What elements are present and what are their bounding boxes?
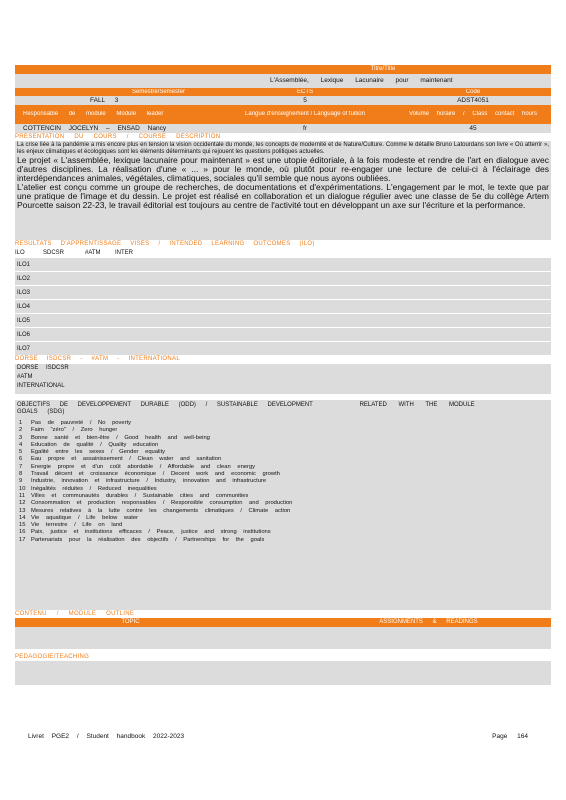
semester-value: FALL 3 xyxy=(90,96,119,104)
sdg-label: Paix, justice et institutions efficaces / Peace, justice and strong institutions xyxy=(31,529,271,536)
sdg-item xyxy=(17,537,549,544)
sdg-label: Égalité entre les sexes / Gender equality xyxy=(31,449,166,456)
sdg-label: Inégalités réduites / Reduced inequalities xyxy=(31,485,157,492)
ilo-col-inter: INTER xyxy=(115,249,133,256)
ilo-col-ilo: ILO xyxy=(15,249,25,256)
sdg-label: Vie terrestre / Life on land xyxy=(31,522,123,529)
leader-value: COTTENCIN JOCELYN – ENSAD Nancy xyxy=(23,124,167,132)
dorse-heading: DORSE ISDCSR - #ATM - INTERNATIONAL xyxy=(15,356,180,362)
sdg-item xyxy=(17,522,549,529)
ilo-row: ILO4 xyxy=(15,300,551,314)
code-value: ADST4051 xyxy=(457,96,489,104)
ilo-row: ILO1 xyxy=(15,258,551,272)
leader-label: Responsable de module Module leader xyxy=(23,111,164,117)
ilo-row: ILO6 xyxy=(15,328,551,342)
sdg-item xyxy=(17,456,549,463)
sdg-number: 17 xyxy=(19,536,26,543)
presentation-p3: L'atelier est conçu comme un groupe de recherches, de documentations et d'expérimentations. L'engagement par le mot, le texte que par une pratique de l'image et du dessin. Le projet est réalisé en collaboration et un dialogue régulier avec une classe de 5e du collège Artem Pourcette saison 22-23, le travail éditorial est toujours au centre de l'activité tout en développant un axe sur l'écriture et la performance. xyxy=(17,182,549,210)
sdg-number: 9 xyxy=(19,478,23,485)
ilo-col-atm: #ATM xyxy=(85,249,101,256)
teaching-box xyxy=(15,661,551,685)
sdg-item xyxy=(17,427,549,434)
outline-box xyxy=(15,627,551,649)
sdg-number: 11 xyxy=(19,492,26,499)
sdg-item xyxy=(17,493,549,500)
outline-header xyxy=(15,618,551,627)
sdg-item xyxy=(17,442,549,449)
language-value: fr xyxy=(303,124,307,132)
sdg-label: Mesures relatives à la lutte contre les changements climatiques / Climate action xyxy=(31,507,291,514)
title-label: Titre/Title xyxy=(370,66,396,72)
sdg-number: 14 xyxy=(19,514,26,521)
sdg-label: Consommation et production responsables / Responsible consumption and production xyxy=(31,500,293,507)
sdg-label: Énergie propre et d'un coût abordable / Affordable and clean energy xyxy=(31,463,256,470)
sdg-list xyxy=(17,420,549,544)
sdg-number: 6 xyxy=(19,456,23,463)
sdg-label: Travail décent et croissance économique / Decent work and economic growth xyxy=(31,471,280,478)
sdg-item xyxy=(17,478,549,485)
ilo-column-header xyxy=(15,248,551,258)
sdg-number: 3 xyxy=(19,434,23,441)
sdg-related-heading: RELATED WITH THE MODULE xyxy=(359,402,475,408)
sdg-label: Pas de pauvreté / No poverty xyxy=(31,420,132,426)
sdg-item xyxy=(17,486,549,493)
sdg-label: Vie aquatique / Life below water xyxy=(31,514,139,521)
semester-label: Semestre/Semester xyxy=(131,88,186,95)
presentation-p1: La crise liée à la pandémie a mis encore plus en tension la vision occidentale du monde, les concepts de modernité et de Nature/Culture. Comme le détaille Bruno Latourdans son livre « Où atterrir », les enjeux climatiques et écologiques sont les éléments déterminants qui rejouent les questions politiques actuelles. xyxy=(17,142,549,155)
page-footer xyxy=(28,733,528,740)
page-number: Page 164 xyxy=(492,733,528,740)
ects-label: ECTS xyxy=(296,88,313,95)
sdg-label: Partenariats pour la réalisation des objectifs / Partnerships for the goals xyxy=(31,536,265,543)
leader-value-row xyxy=(15,124,551,133)
sdg-item xyxy=(17,500,549,507)
sdg-label: Villes et communautés durables / Sustainable cities and communities xyxy=(31,492,249,499)
footer-left: Livret PGE2 / Student handbook 2022-2023 xyxy=(28,733,185,740)
sdg-number: 13 xyxy=(19,507,26,514)
sdg-item xyxy=(17,435,549,442)
sdg-number: 8 xyxy=(19,471,23,478)
sdg-label: Bonne santé et bien-être / Good health and well-being xyxy=(31,434,210,441)
volume-label: Volume horaire / Class contact hours xyxy=(408,111,538,117)
dorse-line: INTERNATIONAL xyxy=(17,383,65,389)
sdg-number: 5 xyxy=(19,449,23,456)
dorse-line: DORSE ISDCSR xyxy=(17,365,69,371)
sdg-label: Eau propre et assainissement / Clean water and sanitation xyxy=(31,456,222,463)
sdg-number: 12 xyxy=(19,500,26,507)
sdg-label: Faim "zéro" / Zero hunger xyxy=(31,427,118,434)
sdg-number: 1 xyxy=(19,420,23,426)
semester-label-row xyxy=(15,88,551,96)
sdg-table xyxy=(15,400,551,610)
course-sheet xyxy=(15,65,551,685)
sdg-number: 7 xyxy=(19,463,23,470)
code-label: Code xyxy=(465,88,481,95)
sdg-number: 16 xyxy=(19,529,26,536)
sdg-item xyxy=(17,515,549,522)
sdg-number: 4 xyxy=(19,441,23,448)
sdg-heading: OBJECTIFS DE DEVELOPPEMENT DURABLE (ODD) / SUSTAINABLE DEVELOPMENT GOALS (SDG) xyxy=(17,402,313,415)
title-value-row xyxy=(15,74,551,88)
outline-heading: CONTENU / MODULE OUTLINE xyxy=(15,611,135,617)
ilo-row: ILO7 xyxy=(17,345,31,352)
sdg-number: 2 xyxy=(19,427,23,434)
sdg-item xyxy=(17,464,549,471)
ilo-row: ILO5 xyxy=(15,314,551,328)
title-label-row xyxy=(15,65,551,74)
sdg-item xyxy=(17,508,549,515)
presentation-p2: Le projet « L'assemblée, lexique lacunaire pour maintenant » est une utopie éditoriale, à la fois modeste et rendre de l'art en dialogue avec d'autres disciplines. La réalisation d'une « ... » pour le monde, où plutôt pour re-engager une lecture de celui-ci à l'éclairage des interdépendances animales, végétales, climatiques, sociales qu'il semble que nous ayons oubliées. xyxy=(17,155,549,183)
dorse-box xyxy=(15,364,551,394)
sdg-label: Industrie, innovation et infrastructure / Industry, innovation and infrastructure xyxy=(31,478,267,485)
presentation-box xyxy=(15,141,551,240)
sdg-item xyxy=(17,471,549,478)
sdg-number: 10 xyxy=(19,485,26,492)
ilo-col-sdcsr: SDCSR xyxy=(43,249,65,256)
volume-value: 45 xyxy=(469,124,477,132)
sdg-label: Éducation de qualité / Quality education xyxy=(31,441,159,448)
ilo-row: ILO2 xyxy=(15,272,551,286)
assignments-label: ASSIGNMENTS & READINGS xyxy=(379,619,478,625)
leader-label-row xyxy=(15,105,551,124)
module-title: L'Assemblée, Lexique Lacunaire pour maintenant xyxy=(270,77,453,84)
language-label: Langue d'enseignement / Language of tuition xyxy=(245,111,365,117)
sdg-item xyxy=(17,420,549,427)
dorse-line: #ATM xyxy=(17,374,33,380)
ilo-table xyxy=(15,258,551,355)
topic-label: TOPIC xyxy=(121,619,140,625)
sdg-number: 15 xyxy=(19,522,26,529)
teaching-heading: PEDAGOGIE/TEACHING xyxy=(15,654,90,660)
sdg-item xyxy=(17,449,549,456)
ects-value: 5 xyxy=(303,96,307,104)
semester-value-row xyxy=(15,96,551,105)
presentation-heading: PRESENTATION DU COURS / COURSE DESCRIPTION xyxy=(15,134,221,140)
sdg-item xyxy=(17,529,549,536)
sdg-header xyxy=(17,402,549,420)
ilo-row: ILO3 xyxy=(15,286,551,300)
ilo-heading: RESULTATS D'APPRENTISSAGE VISES / INTENDED LEARNING OUTCOMES (ILO) xyxy=(15,241,315,247)
